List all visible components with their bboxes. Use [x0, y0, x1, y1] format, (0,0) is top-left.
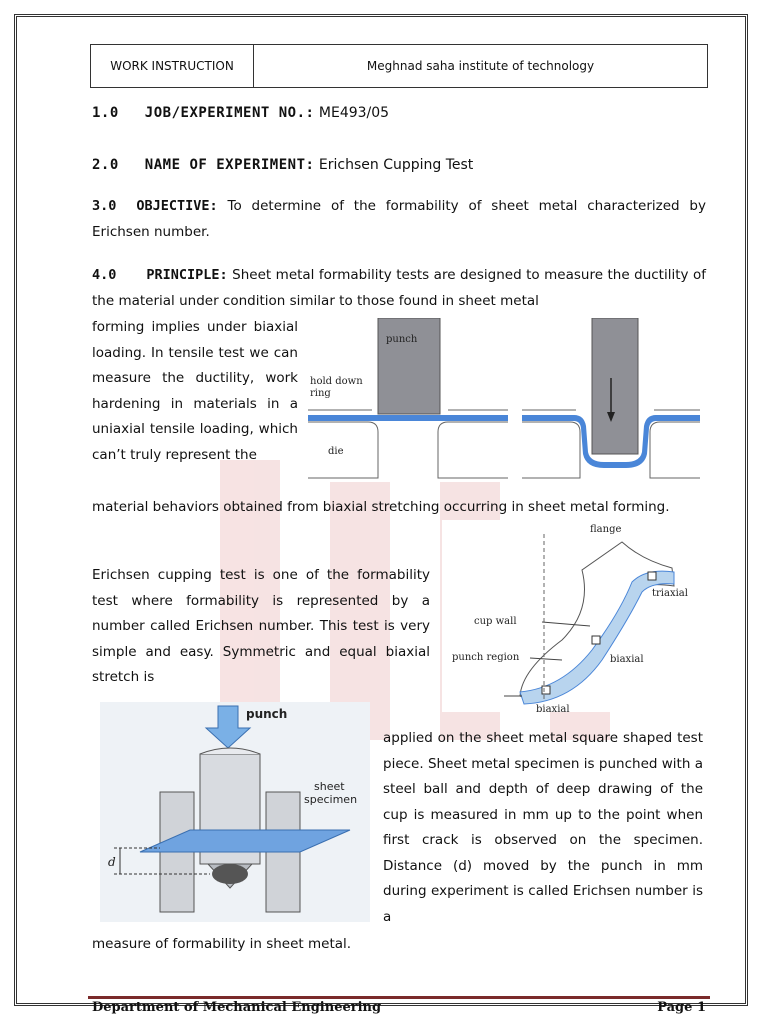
erichsen-apparatus-figure [100, 702, 370, 922]
section-experiment-name: 2.0 NAME OF EXPERIMENT: Erichsen Cupping Test [92, 157, 474, 173]
section-objective: 3.0 OBJECTIVE: To determine of the formability of sheet metal characterized by Erichsen number. [92, 198, 706, 240]
principle-text: Sheet metal formability tests are designed to measure the ductility of the material under condition similar to those found in sheet metal [92, 267, 706, 309]
label-biaxial-bottom: biaxial [536, 704, 570, 712]
label-hold-down: hold down [310, 376, 363, 387]
section-job-number: 1.0 JOB/EXPERIMENT NO.: ME493/05 [92, 105, 390, 121]
footer-rule [88, 996, 710, 999]
erichsen-intro-text: Erichsen cupping test is one of the formability test where formability is represented by a number called Erichsen number. This test is very simple and easy. Symmetric and equal biaxial stretch is [92, 567, 430, 685]
formability-measure-text: measure of formability in sheet metal. [92, 936, 352, 952]
label-cup-wall: cup wall [474, 616, 517, 627]
objective-text: To determine of the formability of sheet metal characterized by Erichsen number. [92, 198, 706, 240]
punch-right [592, 318, 638, 454]
sheet-flat [308, 415, 508, 421]
header-table [90, 44, 708, 88]
footer-page-number: Page 1 [657, 1000, 706, 1015]
label-flange: flange [590, 524, 622, 535]
label-punch: punch [386, 334, 418, 345]
label-specimen: specimen [304, 793, 358, 806]
punch-left [378, 318, 440, 414]
section-principle: 4.0 PRINCIPLE: Sheet metal formability tests are designed to measure the ductility of the material under condition similar to those found in sheet metal [92, 267, 706, 309]
label-ring: ring [310, 388, 331, 399]
job-number-value: ME493/05 [318, 105, 390, 121]
header-work-instruction: WORK INSTRUCTION [91, 45, 254, 87]
principle-text-left-column: forming implies under biaxial loading. In tensile test we can measure the ductility, work hardening in materials in a uniaxial tensile loading, which can’t truly represent the [92, 319, 298, 463]
experiment-name-value: Erichsen Cupping Test [318, 157, 474, 173]
principle-continued-text: material behaviors obtained from biaxial stretching occurring in sheet metal forming. [92, 499, 670, 515]
header-institute-name: Meghnad saha institute of technology [366, 59, 595, 73]
punch-die-figure [308, 318, 700, 482]
label-punch-region: punch region [452, 652, 520, 663]
erichsen-procedure-text: applied on the sheet metal square shaped test piece. Sheet metal specimen is punched with a steel ball and depth of deep drawing of the cup is measured in mm up to the point when first crack is observed on the specimen. Distance (d) moved by the punch in mm during experiment is called Erichsen number is a [383, 730, 703, 925]
label-die: die [328, 446, 344, 457]
label-sheet: sheet [314, 780, 345, 793]
label-punch-top: punch [246, 707, 288, 721]
cup-wall-stress-figure [442, 520, 704, 712]
label-biaxial-mid: biaxial [610, 654, 644, 665]
label-triaxial: triaxial [652, 588, 688, 599]
footer-department: Department of Mechanical Engineering [92, 1000, 382, 1015]
label-d: d [108, 855, 116, 869]
